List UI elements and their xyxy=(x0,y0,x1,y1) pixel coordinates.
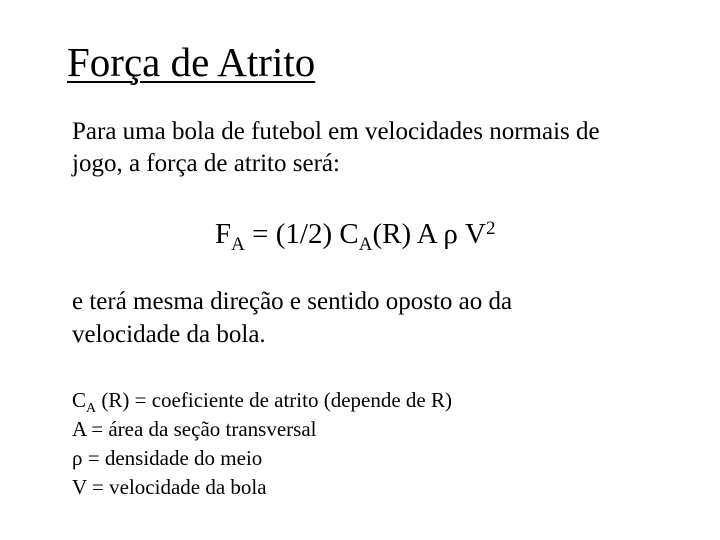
formula-coefficient-part: = (1/2) C xyxy=(244,218,359,250)
formula-exponent: 2 xyxy=(486,218,496,239)
definition-ca-symbol: C xyxy=(72,388,87,412)
definition-rho: ρ = densidade do meio xyxy=(72,446,263,470)
formula-tail: (R) A ρ V xyxy=(372,218,487,250)
definition-ca-text: (R) = coeficiente de atrito (depende de R) xyxy=(96,388,452,412)
intro-line-2: jogo, a força de atrito será: xyxy=(72,150,340,177)
conclusion-paragraph xyxy=(72,285,692,351)
slide-title: Força de Atrito xyxy=(67,39,316,85)
intro-line-1: Para uma bola de futebol em velocidades normais de xyxy=(72,118,600,145)
definitions-list xyxy=(72,386,692,502)
formula-force-subscript: A xyxy=(231,234,245,255)
friction-formula xyxy=(215,216,496,255)
conclusion-line-1: e terá mesma direção e sentido oposto ao da xyxy=(72,288,513,315)
intro-paragraph xyxy=(72,116,692,180)
formula-force-symbol: F xyxy=(215,218,232,250)
formula-coefficient-subscript: A xyxy=(358,234,373,255)
definition-area: A = área da seção transversal xyxy=(72,417,317,441)
definition-ca-subscript: A xyxy=(86,401,97,416)
conclusion-line-2: velocidade da bola. xyxy=(72,321,266,348)
definition-velocity: V = velocidade da bola xyxy=(72,475,267,499)
definition-ca xyxy=(72,386,692,415)
